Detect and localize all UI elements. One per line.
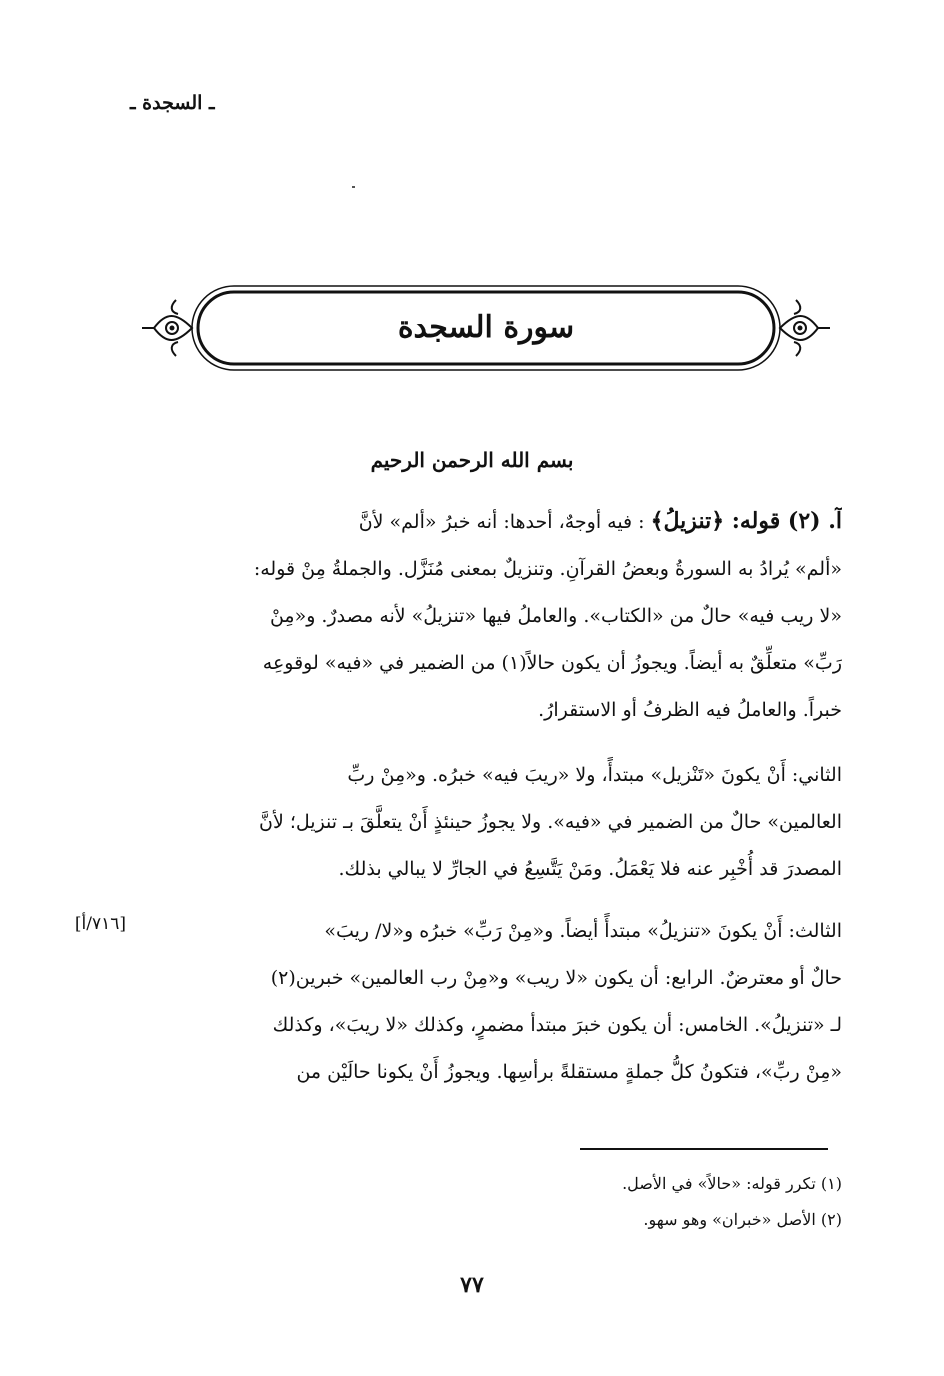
paragraph-2: [130, 752, 842, 893]
paragraph-line: رَبِّ» متعلِّقٌ به أيضاً. ويجوزُ أن يكون حالاً(١) من الضمير في «فيه» لوقوعِه: [262, 652, 842, 674]
paragraph-line: خبراً. والعاملُ فيه الظرفُ أو الاستقرارُ.: [538, 699, 842, 721]
surah-title-cartouche: [136, 282, 836, 374]
paragraph-1: [130, 498, 842, 734]
paragraph-line: «لا ريب فيه» حالٌ من «الكتاب». والعاملُ فيها «تنزيلُ» لأنه مصدرٌ. و«مِنْ: [269, 605, 842, 627]
footnotes: [400, 1166, 842, 1238]
page-number: ٧٧: [460, 1272, 484, 1298]
running-head: ـ السجدة ـ: [130, 92, 215, 114]
paragraph-line: حالٌ أو معترضٌ. الرابع: أن يكون «لا ريب» و«مِنْ رب العالمين» خبرين(٢): [270, 967, 842, 989]
paragraph-line: العالمين» حالٌ من الضمير في «فيه». ولا يجوزُ حينئذٍ أَنْ يتعلَّقَ بـ تنزيل؛ لأنَّ: [259, 811, 842, 833]
footnote-divider: [580, 1148, 828, 1150]
paragraph-line: «ألم» يُرادُ به السورةُ وبعضُ القرآنِ. وتنزيلٌ بمعنى مُنَزَّل. والجملةُ مِنْ قوله:: [253, 558, 842, 580]
paragraph-line: لـ «تنزيلُ». الخامس: أن يكون خبرَ مبتدأ مضمرٍ، وكذلك «لا ريبَ»، وكذلك: [272, 1014, 842, 1036]
footnote-2: (٢) الأصل «خبران» وهو سهو.: [643, 1210, 842, 1229]
basmala-heading: بسم الله الرحمن الرحيم: [370, 448, 574, 472]
paragraph-line: الثالث: أَنْ يكونَ «تنزيلُ» مبتدأً أيضاً. و«مِنْ رَبِّ» خبرُه و«لا/ ريبَ»: [324, 920, 842, 942]
manuscript-folio-reference: [٧١٦/أ]: [74, 914, 126, 934]
paragraph-line: الثاني: أَنْ يكونَ «تَنْزيل» مبتدأً، ولا «ريبَ فيه» خبرُه. و«مِنْ ربِّ: [347, 764, 842, 786]
scan-speck: [352, 186, 355, 188]
paragraph-line: «مِنْ ربِّ»، فتكونُ كلُّ جملةٍ مستقلةً برأسِها. ويجوزُ أَنْ يكونا حالَيْن من: [296, 1061, 842, 1083]
paragraph-3: [130, 908, 842, 1096]
verse-lead: آ. (٢) قوله: ﴿تنزيلُ﴾: [650, 508, 842, 534]
paragraph-line-text: : فيه أوجهٌ، أحدها: أنه خبرُ «ألم» لأنَّ: [358, 511, 645, 533]
paragraph-line: [130, 498, 842, 546]
surah-title: سورة السجدة: [397, 310, 575, 345]
footnote-1: (١) تكرر قوله: «حالاً» في الأصل.: [622, 1174, 842, 1193]
paragraph-line: المصدرَ قد أُخْبِر عنه فلا يَعْمَلُ. ومَنْ يَتَّسِعُ في الجارِّ لا يبالي بذلك.: [338, 858, 842, 880]
